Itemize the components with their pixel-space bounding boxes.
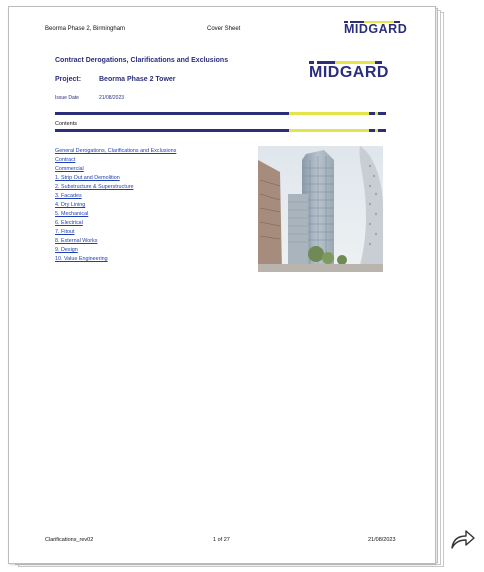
contents-label: Contents: [55, 121, 78, 127]
footer-filename: Clarifications_rev02: [45, 537, 94, 543]
header-logo-text: MIDGARD: [344, 22, 408, 36]
toc-link-dry-lining[interactable]: 4. Dry Lining: [55, 202, 86, 208]
document-title: Contract Derogations, Clarifications and Exclusions: [55, 57, 229, 64]
toc-link-general[interactable]: General Derogations, Clarifications and Exclusions: [55, 148, 177, 154]
issue-date-value: 21/08/2023: [99, 95, 125, 101]
header-logo: [344, 21, 407, 36]
toc-link-strip-out[interactable]: 1. Strip Out and Demolition: [55, 175, 120, 181]
document-page: [8, 6, 436, 564]
toc-link-mechanical[interactable]: 5. Mechanical: [55, 211, 89, 217]
project-tower-photo: [258, 146, 383, 272]
toc-link-facades[interactable]: 3. Facades: [55, 193, 82, 199]
table-of-contents: [55, 147, 176, 264]
toc-link-value-engineering[interactable]: 10. Value Engineering: [55, 256, 108, 262]
toc-link-electrical[interactable]: 6. Electrical: [55, 220, 83, 226]
document-logo-text: MIDGARD: [309, 64, 389, 81]
toc-link-fitout[interactable]: 7. Fitout: [55, 229, 75, 235]
footer-page-number: 1 of 27: [213, 537, 230, 543]
document-logo: [309, 61, 389, 81]
header-sheet-title: Cover Sheet: [207, 26, 241, 32]
footer-date: 21/08/2023: [368, 537, 396, 543]
toc-link-contract[interactable]: Contract: [55, 157, 76, 163]
toc-link-design[interactable]: 9. Design: [55, 247, 78, 253]
share-arrow-icon[interactable]: [449, 527, 477, 551]
issue-date-label: Issue Date: [55, 95, 79, 101]
contents-top-rule: [55, 112, 386, 115]
toc-link-external-works[interactable]: 8. External Works: [55, 238, 98, 244]
toc-link-commercial[interactable]: Commercial: [55, 166, 84, 172]
header-location: Beorma Phase 2, Birmingham: [45, 26, 126, 32]
toc-link-substructure[interactable]: 2. Substructure & Superstructure: [55, 184, 134, 190]
project-label: Project:: [55, 76, 82, 83]
project-value: Beorma Phase 2 Tower: [99, 76, 176, 83]
contents-bottom-rule: [55, 129, 386, 132]
